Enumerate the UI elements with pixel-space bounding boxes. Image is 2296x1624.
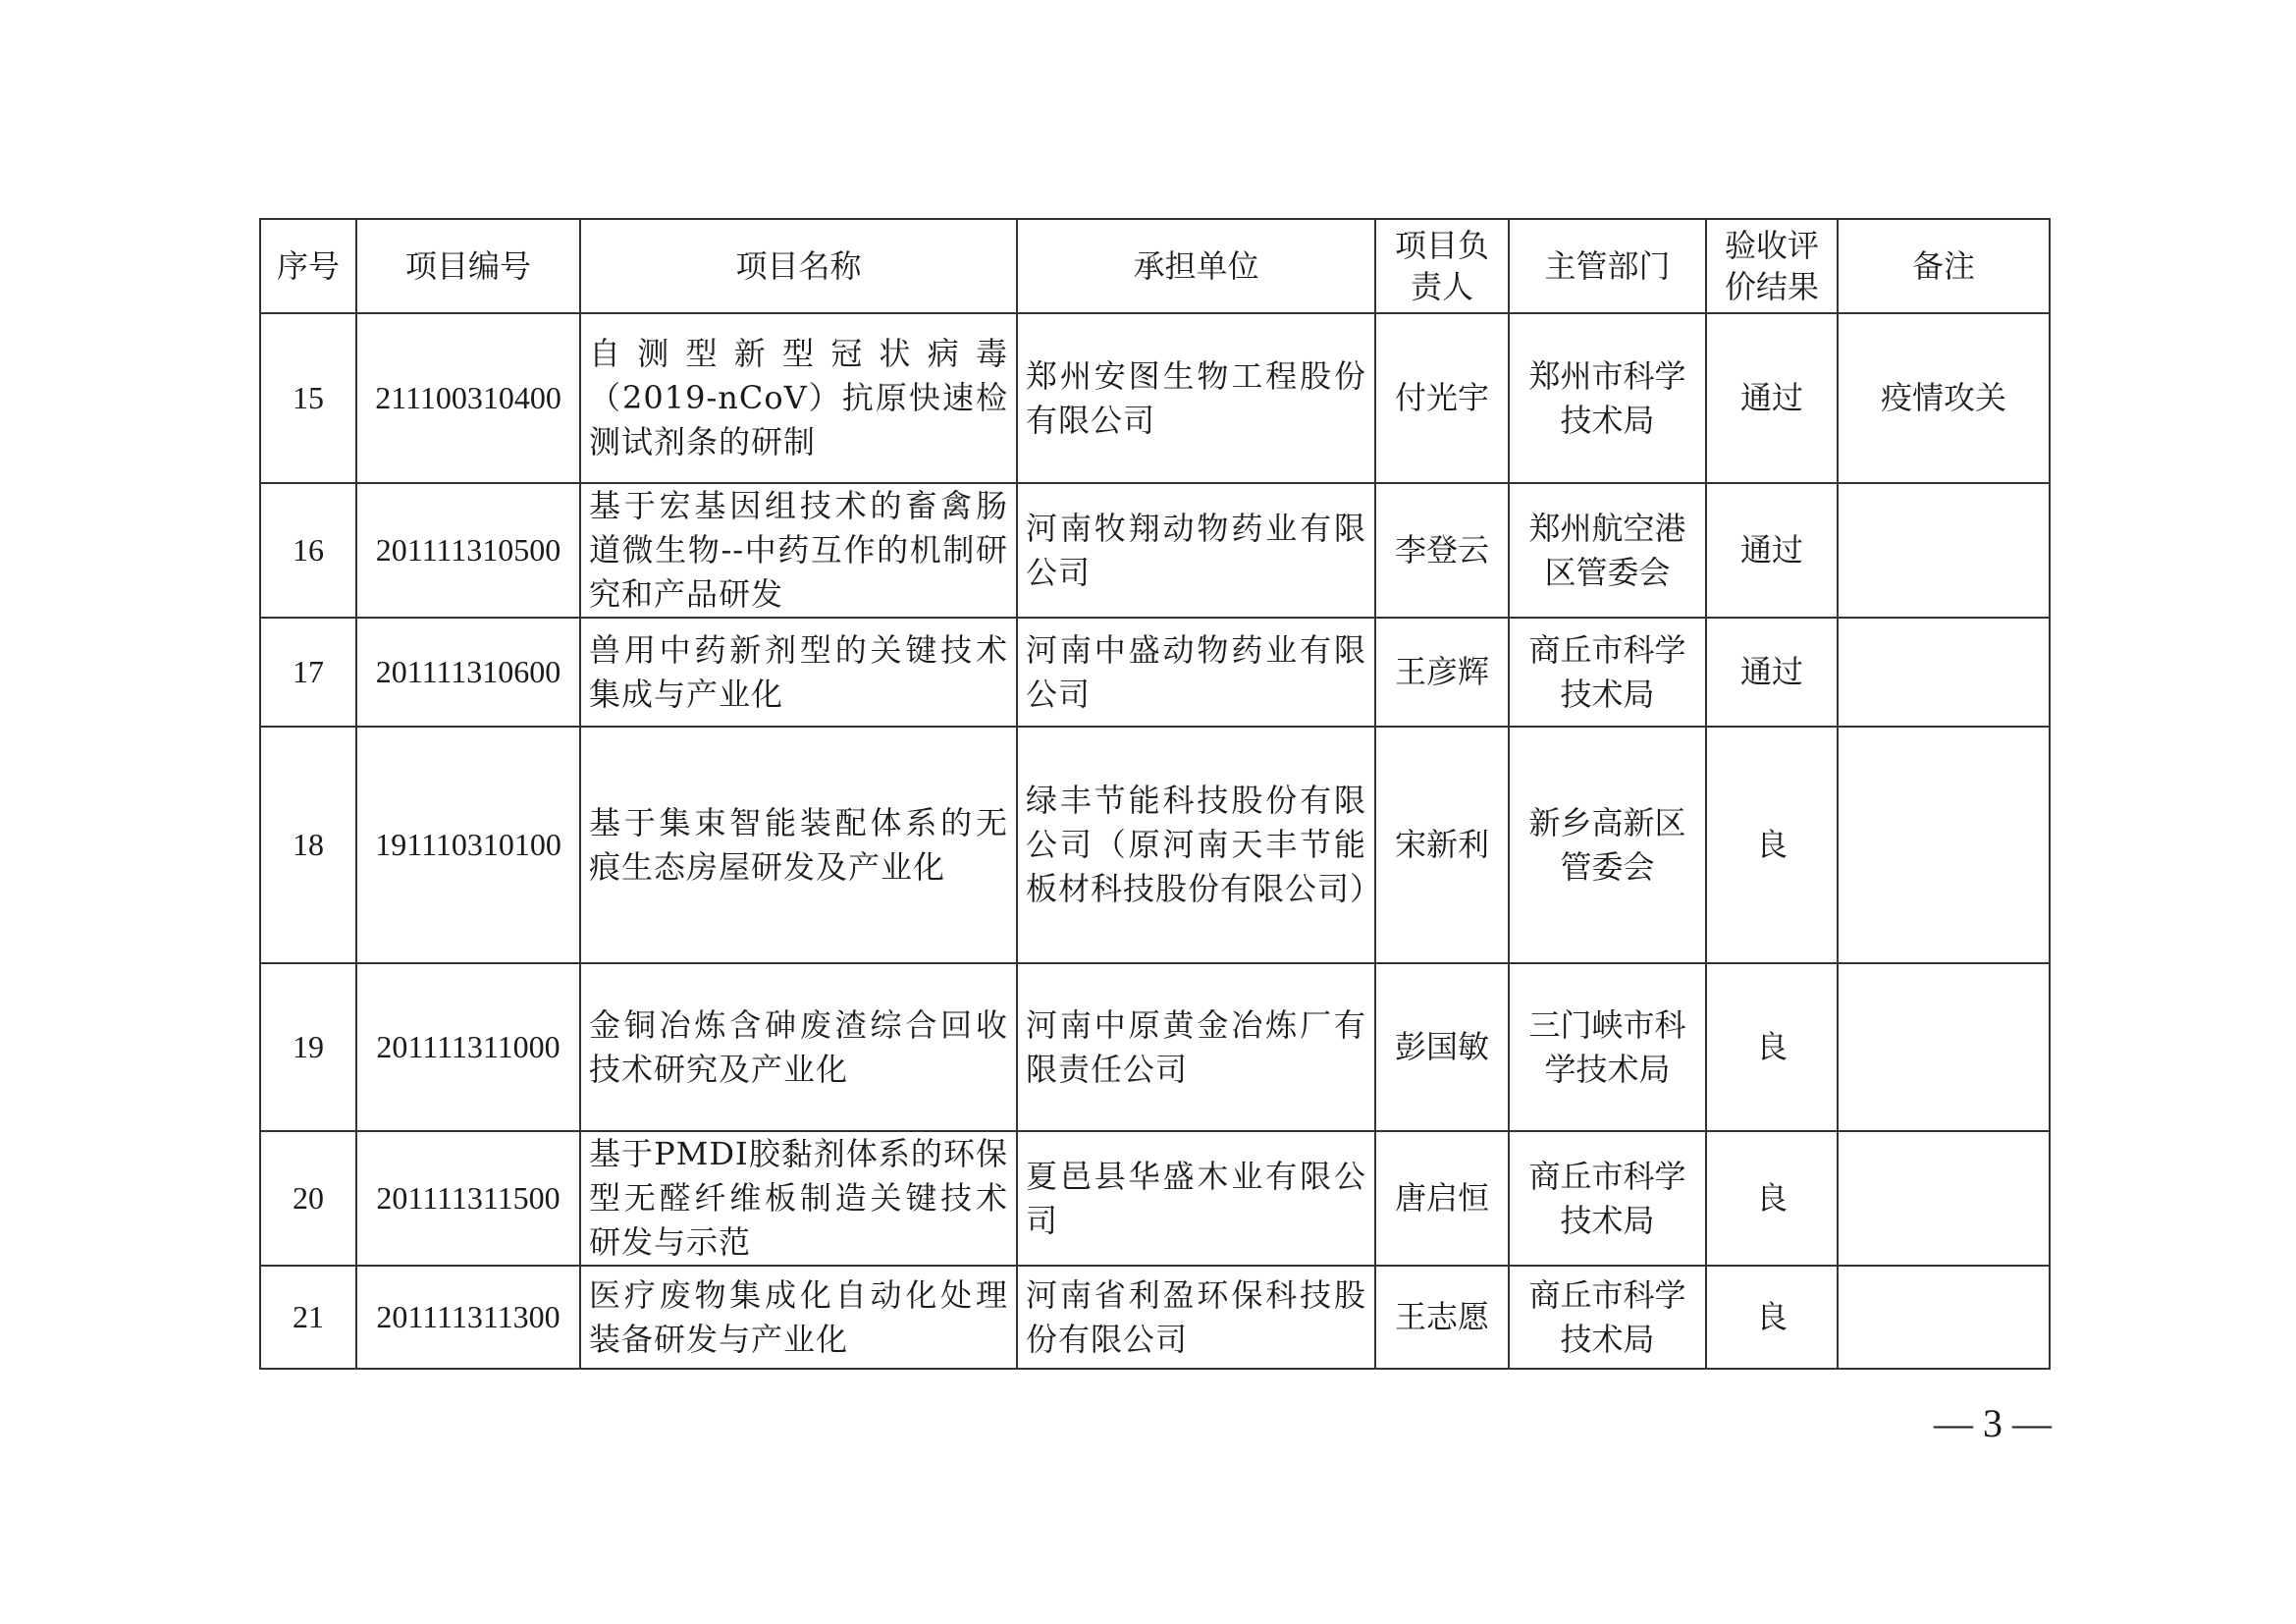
cell-supervising-dept: 商丘市科学技术局 bbox=[1509, 618, 1706, 727]
page-number: — 3 — bbox=[1934, 1401, 2052, 1445]
header-evaluation-result: 验收评价结果 bbox=[1706, 219, 1838, 313]
header-project-code: 项目编号 bbox=[356, 219, 580, 313]
cell-project-name: 金铜冶炼含砷废渣综合回收技术研究及产业化 bbox=[580, 963, 1017, 1131]
cell-supervising-dept: 商丘市科学技术局 bbox=[1509, 1131, 1706, 1266]
table-row bbox=[260, 483, 2050, 618]
cell-remarks bbox=[1838, 483, 2050, 618]
cell-project-code: 191110310100 bbox=[356, 727, 580, 963]
cell-project-name: 基于宏基因组技术的畜禽肠道微生物--中药互作的机制研究和产品研发 bbox=[580, 483, 1017, 618]
cell-remarks bbox=[1838, 618, 2050, 727]
project-acceptance-table bbox=[259, 218, 2051, 1370]
header-remarks: 备注 bbox=[1838, 219, 2050, 313]
cell-project-leader: 宋新利 bbox=[1375, 727, 1509, 963]
cell-remarks: 疫情攻关 bbox=[1838, 313, 2050, 483]
cell-undertaking-unit: 河南中盛动物药业有限公司 bbox=[1017, 618, 1375, 727]
cell-evaluation-result: 良 bbox=[1706, 1131, 1838, 1266]
header-supervising-dept: 主管部门 bbox=[1509, 219, 1706, 313]
cell-project-name: 基于PMDI胶黏剂体系的环保型无醛纤维板制造关键技术研发与示范 bbox=[580, 1131, 1017, 1266]
table-row bbox=[260, 963, 2050, 1131]
cell-remarks bbox=[1838, 1131, 2050, 1266]
cell-index: 17 bbox=[260, 618, 356, 727]
table-row bbox=[260, 1266, 2050, 1369]
cell-project-leader: 王彦辉 bbox=[1375, 618, 1509, 727]
cell-project-name: 医疗废物集成化自动化处理装备研发与产业化 bbox=[580, 1266, 1017, 1369]
header-index: 序号 bbox=[260, 219, 356, 313]
cell-project-code: 201111311300 bbox=[356, 1266, 580, 1369]
cell-undertaking-unit: 河南牧翔动物药业有限公司 bbox=[1017, 483, 1375, 618]
cell-remarks bbox=[1838, 963, 2050, 1131]
cell-index: 16 bbox=[260, 483, 356, 618]
table-row bbox=[260, 618, 2050, 727]
cell-evaluation-result: 通过 bbox=[1706, 483, 1838, 618]
cell-remarks bbox=[1838, 1266, 2050, 1369]
table-row bbox=[260, 727, 2050, 963]
cell-project-name: 基于集束智能装配体系的无痕生态房屋研发及产业化 bbox=[580, 727, 1017, 963]
cell-evaluation-result: 良 bbox=[1706, 963, 1838, 1131]
table-header-row bbox=[260, 219, 2050, 313]
cell-supervising-dept: 郑州航空港区管委会 bbox=[1509, 483, 1706, 618]
cell-index: 21 bbox=[260, 1266, 356, 1369]
cell-supervising-dept: 三门峡市科学技术局 bbox=[1509, 963, 1706, 1131]
cell-project-leader: 唐启恒 bbox=[1375, 1131, 1509, 1266]
cell-undertaking-unit: 河南省利盈环保科技股份有限公司 bbox=[1017, 1266, 1375, 1369]
header-undertaking-unit: 承担单位 bbox=[1017, 219, 1375, 313]
cell-index: 20 bbox=[260, 1131, 356, 1266]
header-project-leader: 项目负责人 bbox=[1375, 219, 1509, 313]
cell-supervising-dept: 商丘市科学技术局 bbox=[1509, 1266, 1706, 1369]
cell-evaluation-result: 良 bbox=[1706, 1266, 1838, 1369]
cell-project-leader: 王志愿 bbox=[1375, 1266, 1509, 1369]
cell-project-leader: 彭国敏 bbox=[1375, 963, 1509, 1131]
cell-index: 18 bbox=[260, 727, 356, 963]
cell-undertaking-unit: 河南中原黄金冶炼厂有限责任公司 bbox=[1017, 963, 1375, 1131]
cell-remarks bbox=[1838, 727, 2050, 963]
cell-project-code: 201111311000 bbox=[356, 963, 580, 1131]
cell-undertaking-unit: 夏邑县华盛木业有限公司 bbox=[1017, 1131, 1375, 1266]
cell-evaluation-result: 通过 bbox=[1706, 313, 1838, 483]
table-row bbox=[260, 1131, 2050, 1266]
cell-project-code: 201111310600 bbox=[356, 618, 580, 727]
cell-project-name: 兽用中药新剂型的关键技术集成与产业化 bbox=[580, 618, 1017, 727]
cell-project-code: 201111310500 bbox=[356, 483, 580, 618]
cell-project-code: 201111311500 bbox=[356, 1131, 580, 1266]
cell-evaluation-result: 通过 bbox=[1706, 618, 1838, 727]
cell-project-code: 211100310400 bbox=[356, 313, 580, 483]
cell-project-leader: 李登云 bbox=[1375, 483, 1509, 618]
cell-undertaking-unit: 绿丰节能科技股份有限公司（原河南天丰节能板材科技股份有限公司） bbox=[1017, 727, 1375, 963]
cell-index: 15 bbox=[260, 313, 356, 483]
cell-project-name: 自测型新型冠状病毒（2019-nCoV）抗原快速检测试剂条的研制 bbox=[580, 313, 1017, 483]
cell-supervising-dept: 新乡高新区管委会 bbox=[1509, 727, 1706, 963]
cell-supervising-dept: 郑州市科学技术局 bbox=[1509, 313, 1706, 483]
cell-index: 19 bbox=[260, 963, 356, 1131]
cell-evaluation-result: 良 bbox=[1706, 727, 1838, 963]
table-row bbox=[260, 313, 2050, 483]
cell-undertaking-unit: 郑州安图生物工程股份有限公司 bbox=[1017, 313, 1375, 483]
header-project-name: 项目名称 bbox=[580, 219, 1017, 313]
cell-project-leader: 付光宇 bbox=[1375, 313, 1509, 483]
